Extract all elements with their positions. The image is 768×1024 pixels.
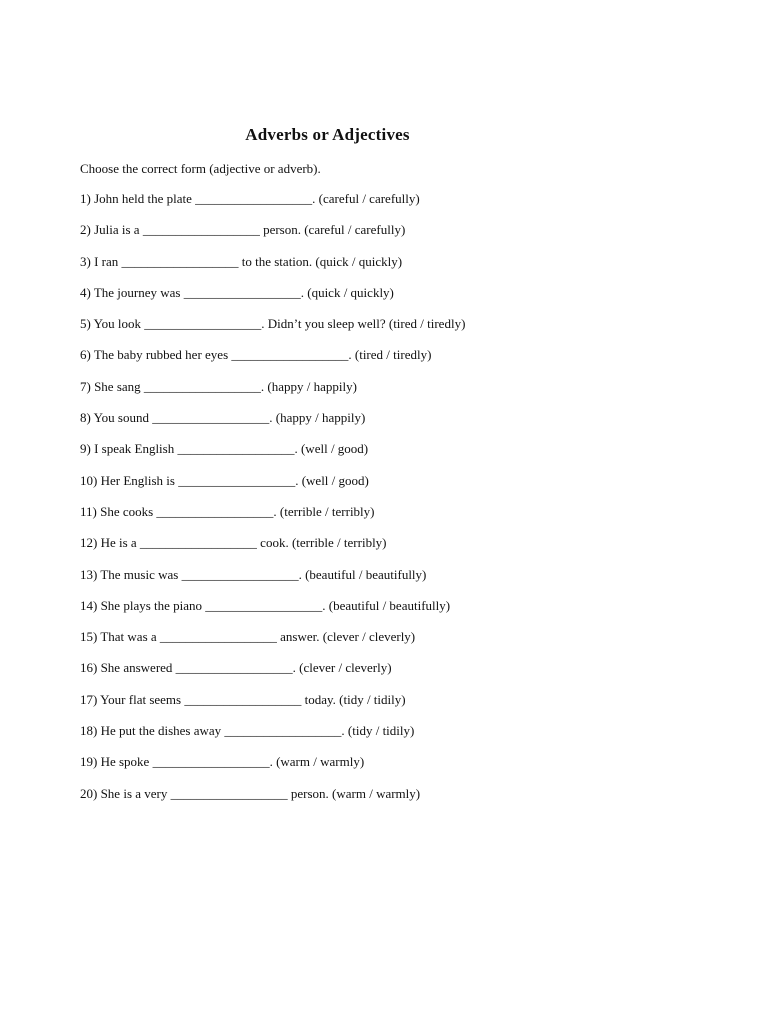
- question-list: [80, 190, 465, 816]
- question-item: 9) I speak English __________________. (well / good): [80, 441, 369, 457]
- question-item: 11) She cooks __________________. (terrible / terribly): [80, 503, 375, 519]
- question-item: 17) Your flat seems __________________ today. (tidy / tidily): [80, 691, 406, 707]
- question-item: 15) That was a __________________ answer. (clever / cleverly): [80, 629, 416, 645]
- question-item: 18) He put the dishes away __________________. (tidy / tidily): [80, 723, 415, 739]
- page-title: Adverbs or Adjectives: [245, 125, 410, 144]
- question-item: 16) She answered __________________. (clever / cleverly): [80, 660, 392, 676]
- question-item: 6) The baby rubbed her eyes __________________. (tired / tiredly): [80, 347, 432, 363]
- question-item: 8) You sound __________________. (happy / happily): [80, 410, 366, 426]
- question-item: 20) She is a very __________________ person. (warm / warmly): [80, 785, 421, 801]
- question-item: 10) Her English is __________________. (well / good): [80, 472, 369, 488]
- question-item: 19) He spoke __________________. (warm / warmly): [80, 754, 365, 770]
- question-item: 3) I ran __________________ to the station. (quick / quickly): [80, 253, 403, 269]
- question-item: 14) She plays the piano __________________. (beautiful / beautifully): [80, 597, 451, 613]
- instructions-text: Choose the correct form (adjective or adverb).: [80, 161, 321, 176]
- question-item: 13) The music was __________________. (beautiful / beautifully): [80, 566, 427, 582]
- question-item: 12) He is a __________________ cook. (terrible / terribly): [80, 535, 387, 551]
- question-item: 1) John held the plate __________________. (careful / carefully): [80, 191, 420, 206]
- question-item: 4) The journey was __________________. (quick / quickly): [80, 284, 394, 300]
- question-item: 2) Julia is a __________________ person. (careful / carefully): [80, 222, 406, 238]
- question-item: 7) She sang __________________. (happy / happily): [80, 378, 357, 394]
- question-item: 5) You look __________________. Didn’t you sleep well? (tired / tiredly): [80, 316, 466, 332]
